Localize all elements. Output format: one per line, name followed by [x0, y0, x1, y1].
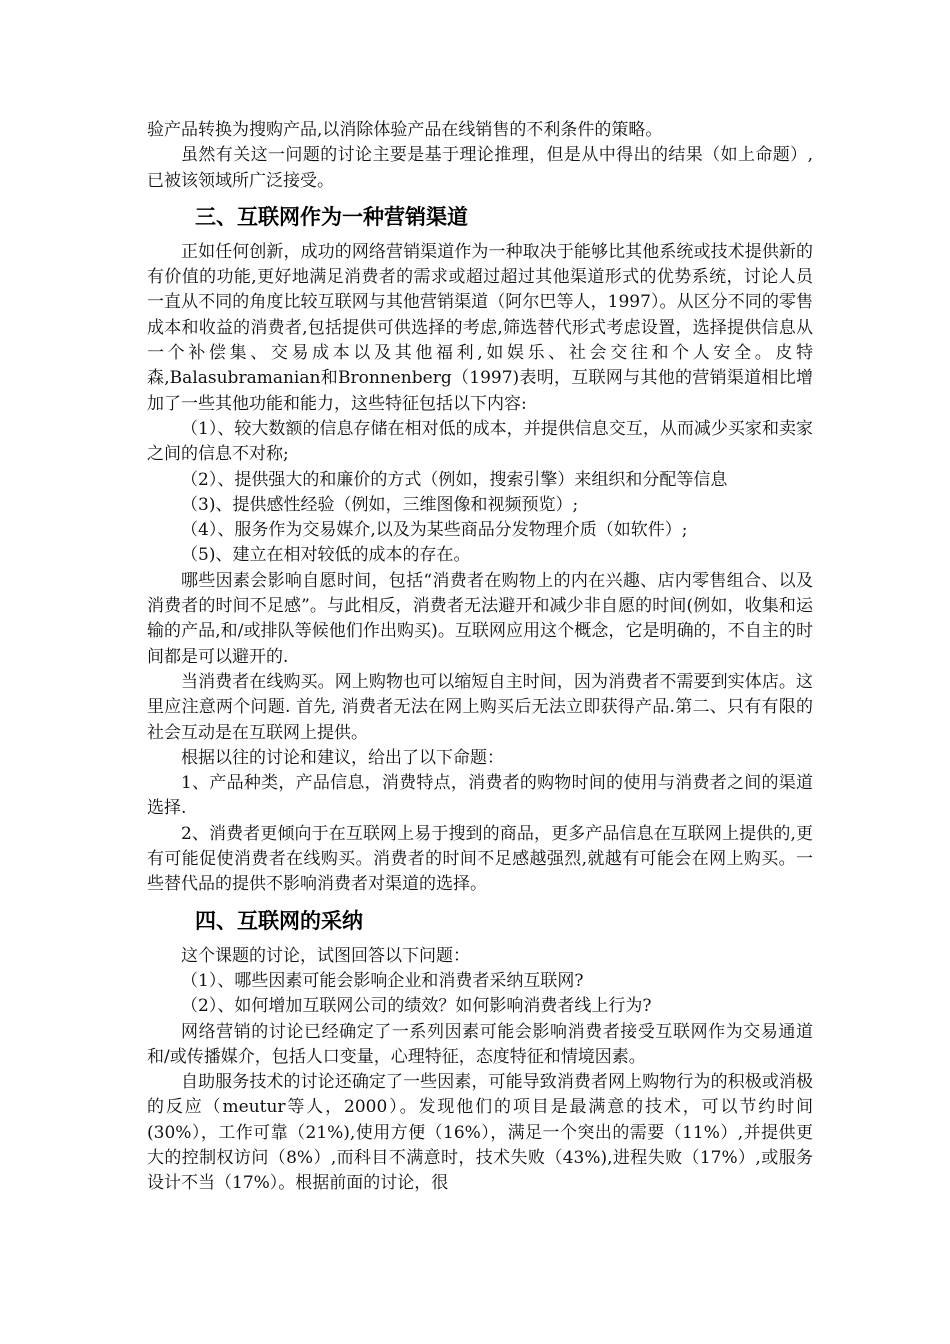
list-item: （4）、服务作为交易媒介,以及为某些商品分发物理介质（如软件）; — [181, 520, 688, 541]
section-heading-3: 三、互联网作为一种营销渠道 — [195, 204, 468, 229]
paragraph: 根据以往的讨论和建议，给出了以下命题： — [181, 747, 504, 768]
list-item: （2）、提供强大的和廉价的方式（例如，搜索引擎）来组织和分配等信息 — [181, 469, 728, 490]
paragraph: 这个课题的讨论，试图回答以下问题： — [181, 945, 470, 966]
paragraph: 正如任何创新，成功的网络营销渠道作为一种取决于能够比其他系统或技术提供新的有价值的功能,更好地满足消费者的需求或超过超过其他渠道形式的优势系统，讨论人员一直从不同的角度比较互联网与其他营销渠道（阿尔巴等人，1997）。从区分不同的零售成本和收益的消费者,包括提供可供选择的考虑,筛选替代形式考虑设置，选择提供信息从一个补偿集、交易成本以及其他福利,如娱乐、社会交往和个人安全。皮特森,Balasubramanian和Bronnenberg（1997)表明，互联网与其他的营销渠道相比增加了一些其他功能和能力，这些特征包括以下内容: — [147, 241, 813, 414]
paragraph: 网络营销的讨论已经确定了一系列因素可能会影响消费者接受互联网作为交易通道和/或传播媒介，包括人口变量，心理特征，态度特征和情境因素。 — [147, 1021, 813, 1067]
proposition: 2、消费者更倾向于在互联网上易于搜到的商品，更多产品信息在互联网上提供的,更有可能促使消费者在线购买。消费者的时间不足感越强烈,就越有可能会在网上购买。一些替代品的提供不影响消费者对渠道的选择。 — [147, 823, 813, 895]
proposition: 1、产品种类，产品信息，消费特点，消费者的购物时间的使用与消费者之间的渠道选择. — [147, 773, 813, 819]
list-item: （5)、建立在相对较低的成本的存在。 — [181, 545, 471, 566]
paragraph: 当消费者在线购买。网上购物也可以缩短自主时间，因为消费者不需要到实体店。这里应注意两个问题. 首先, 消费者无法在网上购买后无法立即获得产品.第二、只有有限的社会互动是在互联网上提供。 — [147, 671, 813, 743]
paragraph-continued: 验产品转换为搜购产品,以消除体验产品在线销售的不利条件的策略。 — [147, 120, 663, 140]
paragraph: 虽然有关这一问题的讨论主要是基于理论推理，但是从中得出的结果（如上命题）,已被该领域所广泛接受。 — [147, 145, 813, 191]
question-item: （2）、如何增加互联网公司的绩效？如何影响消费者线上行为? — [181, 996, 652, 1017]
list-item: （3)、提供感性经验（例如，三维图像和视频预览）; — [181, 494, 579, 515]
paragraph: 自助服务技术的讨论还确定了一些因素，可能导致消费者网上购物行为的积极或消极的反应（meutur等人，2000）。发现他们的项目是最满意的技术，可以节约时间(30%），工作可靠（21%),使用方便（16%），满足一个突出的需要（11%）,并提供更大的控制权访问（8%）,而科目不满意时，技术失败（43%),进程失败（17%）,或服务设计不当（17%）。根据前面的讨论，很 — [147, 1072, 813, 1194]
section-heading-4: 四、互联网的采纳 — [195, 908, 363, 933]
question-item: （1）、哪些因素可能会影响企业和消费者采纳互联网? — [181, 970, 584, 991]
list-item: （1）、较大数额的信息存储在相对低的成本，并提供信息交互，从而减少买家和卖家之间的信息不对称; — [147, 418, 813, 465]
paragraph: 哪些因素会影响自愿时间，包括“消费者在购物上的内在兴趣、店内零售组合、以及消费者的时间不足感”。与此相反，消费者无法避开和减少非自愿的时间(例如，收集和运输的产品,和/或排队等候他们作出购买)。互联网应用这个概念，它是明确的，不自主的时间都是可以避开的. — [147, 570, 813, 667]
document-page — [147, 118, 813, 1197]
